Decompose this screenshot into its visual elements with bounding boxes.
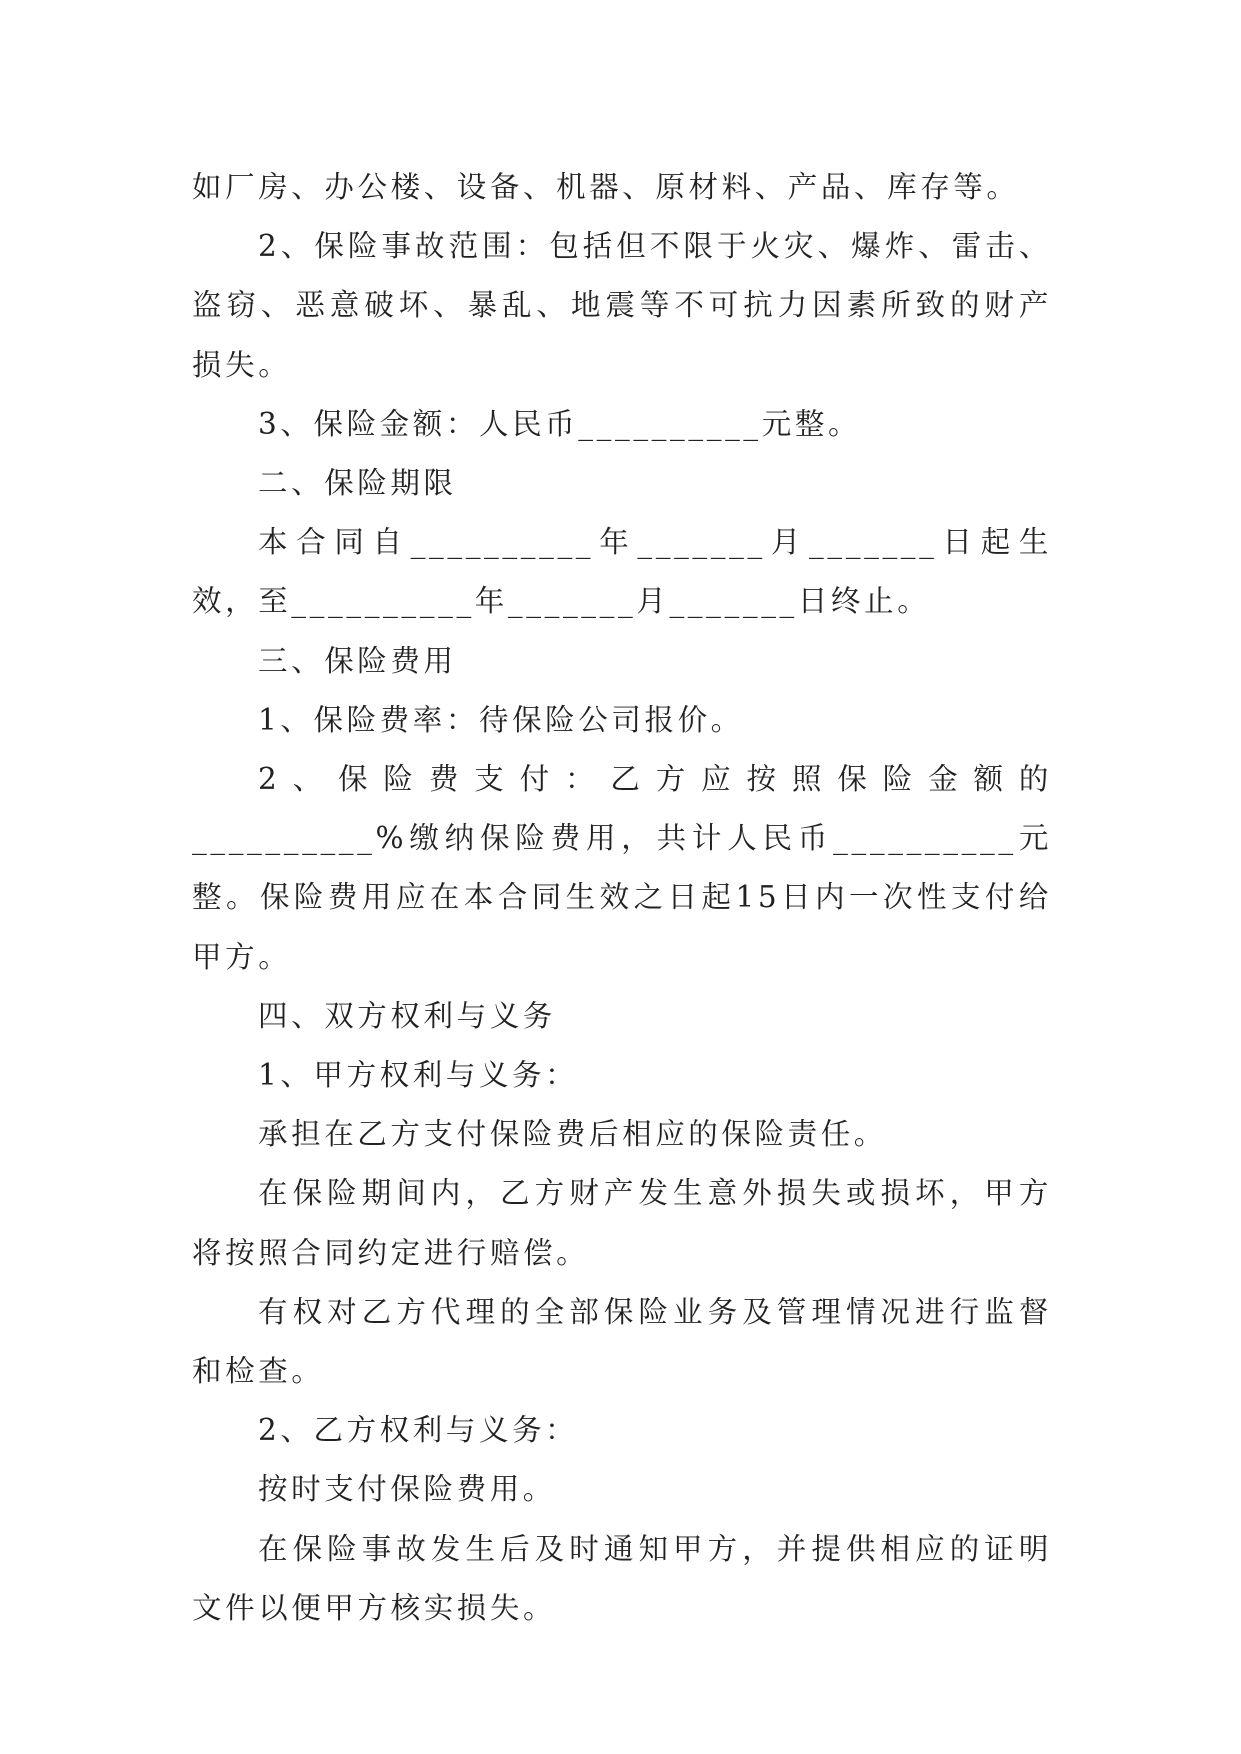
section-heading: 四、双方权利与义务 (258, 998, 556, 1033)
paragraph: 2、保险费支付：乙方应按照保险金额的__________%缴纳保险费用，共计人民币__________元整。保险费用应在本合同生效之日起15日内一次性支付给甲方。 (192, 762, 1052, 974)
paragraph: 2、乙方权利与义务： (258, 1413, 579, 1448)
paragraph: 如厂房、办公楼、设备、机器、原材料、产品、库存等。 (192, 170, 1020, 204)
document-body (192, 158, 1052, 1638)
paragraph: 在保险期间内，乙方财产发生意外损失或损坏，甲方将按照合同约定进行赔偿。 (192, 1176, 1052, 1270)
paragraph: 本合同自__________年_______月_______日起生效，至__________年_______月_______日终止。 (192, 525, 1052, 619)
paragraph: 按时支付保险费用。 (258, 1472, 556, 1507)
section-heading: 三、保险费用 (258, 643, 457, 678)
section-heading: 二、保险期限 (258, 466, 457, 501)
paragraph: 1、保险费率：待保险公司报价。 (258, 702, 744, 737)
paragraph: 在保险事故发生后及时通知甲方，并提供相应的证明文件以便甲方核实损失。 (192, 1531, 1052, 1625)
paragraph: 1、甲方权利与义务： (258, 1058, 579, 1093)
paragraph: 2、保险事故范围：包括但不限于火灾、爆炸、雷击、盗窃、恶意破坏、暴乱、地震等不可抗力因素所致的财产损失。 (192, 229, 1052, 382)
paragraph: 承担在乙方支付保险费后相应的保险责任。 (258, 1117, 887, 1152)
paragraph: 3、保险金额：人民币__________元整。 (258, 406, 862, 441)
paragraph: 有权对乙方代理的全部保险业务及管理情况进行监督和检查。 (192, 1294, 1052, 1389)
